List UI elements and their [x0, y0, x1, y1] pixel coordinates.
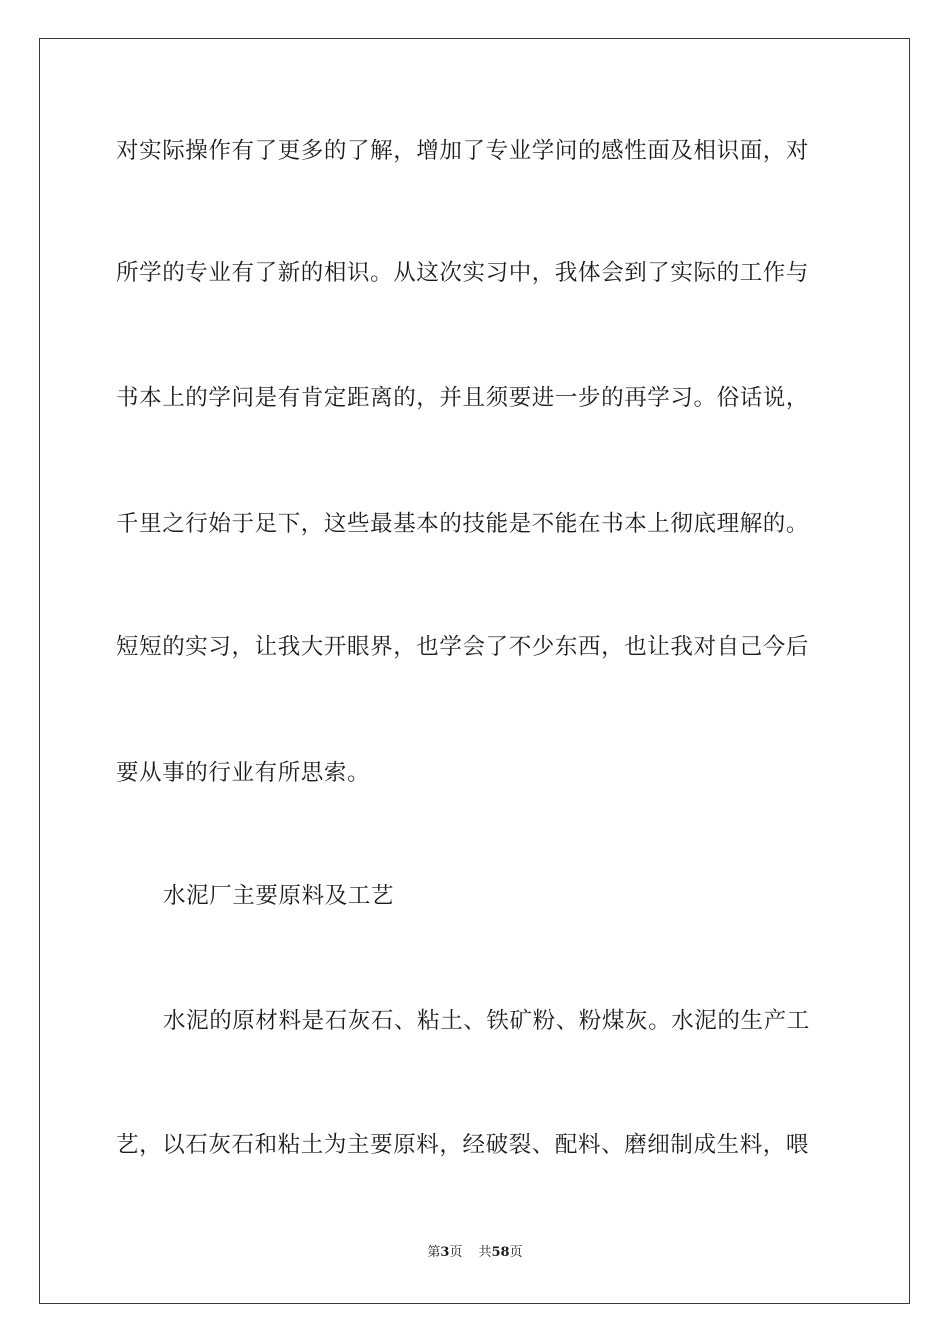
body-text-line: 艺，以石灰石和粘土为主要原料，经破裂、配料、磨细制成生料，喂	[116, 1132, 810, 1158]
body-text-line: 所学的专业有了新的相识。从这次实习中，我体会到了实际的工作与	[116, 260, 810, 286]
section-heading: 水泥厂主要原料及工艺	[163, 883, 395, 909]
page-prefix: 第	[427, 1245, 441, 1260]
page-suffix: 页	[449, 1245, 463, 1260]
body-text-line: 短短的实习，让我大开眼界，也学会了不少东西，也让我对自己今后	[116, 634, 810, 660]
page-footer	[0, 1245, 950, 1261]
total-pages: 58	[491, 1245, 510, 1260]
body-text-line: 水泥的原材料是石灰石、粘土、铁矿粉、粉煤灰。水泥的生产工	[163, 1008, 810, 1034]
page-border	[39, 38, 910, 1304]
total-prefix: 共	[478, 1245, 492, 1260]
body-text-line: 千里之行始于足下，这些最基本的技能是不能在书本上彻底理解的。	[116, 511, 810, 537]
body-text-line: 书本上的学问是有肯定距离的，并且须要进一步的再学习。俗话说，	[116, 385, 810, 411]
body-text-line: 要从事的行业有所思索。	[116, 760, 371, 786]
page-number: 3	[440, 1245, 450, 1260]
total-suffix: 页	[509, 1245, 523, 1260]
body-text-line: 对实际操作有了更多的了解，增加了专业学问的感性面及相识面，对	[116, 138, 810, 164]
